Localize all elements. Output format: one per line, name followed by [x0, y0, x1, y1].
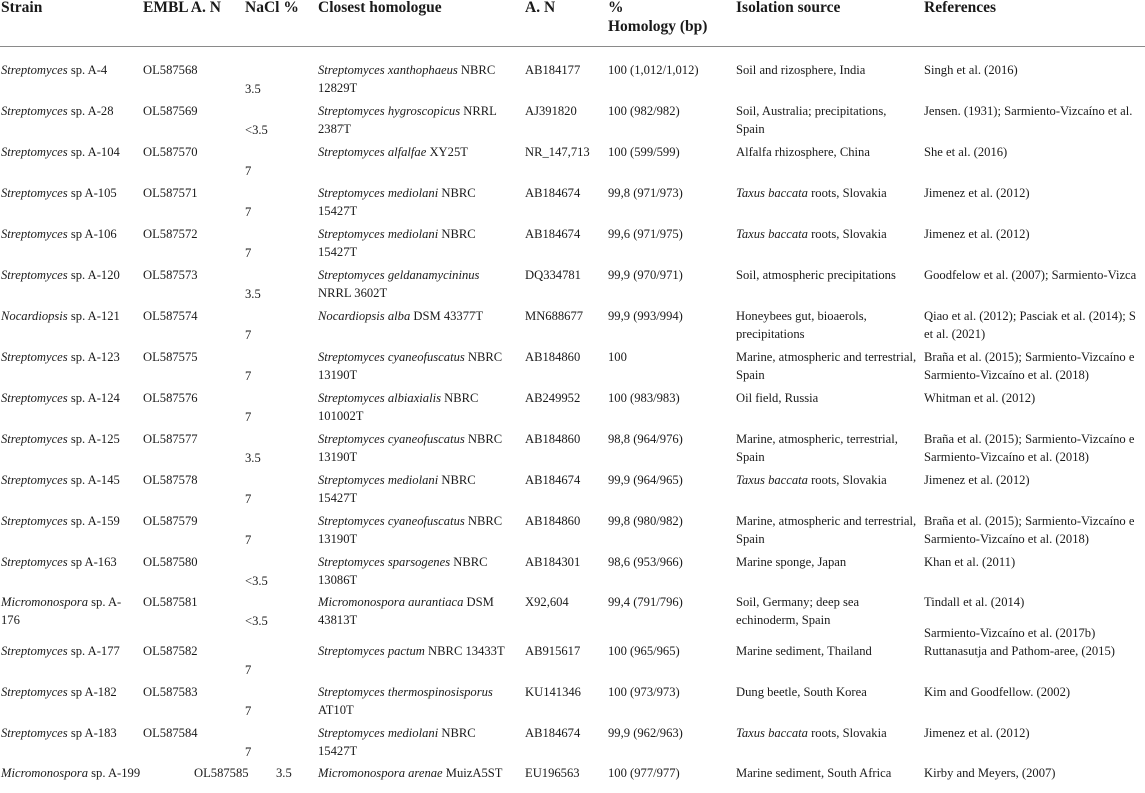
source-text: Honeybees gut, bioaerols, precipitations: [736, 309, 867, 341]
homologue-species: Streptomyces cyaneofuscatus: [318, 350, 465, 364]
strain-genus: Streptomyces: [1, 145, 68, 159]
homology-bp: 100 (973/973): [608, 685, 680, 699]
embl-accession: OL587580: [143, 555, 198, 569]
closest-homologue: [318, 725, 514, 760]
references: Khan et al. (2011): [924, 555, 1016, 569]
strain-suffix: sp. A-123: [67, 350, 120, 364]
embl-accession: OL587572: [143, 227, 198, 241]
closest-homologue: [318, 267, 514, 302]
strain-genus: Streptomyces: [1, 227, 68, 241]
homologue-strain: DSM 43813T: [318, 595, 494, 627]
closest-homologue: [318, 390, 514, 425]
homologue-species: Streptomyces sparsogenes: [318, 555, 451, 569]
homology-bp: 100 (965/965): [608, 644, 680, 658]
embl-accession: OL587582: [143, 644, 198, 658]
references: She et al. (2016): [924, 145, 1008, 159]
strain-cell: [1, 554, 129, 572]
homologue-strain: NBRC 15427T: [318, 227, 476, 259]
references: Jimenez et al. (2012): [924, 726, 1030, 740]
strain-cell: [1, 513, 129, 531]
table-header: [0, 0, 1145, 47]
homology-bp: 100 (599/599): [608, 145, 680, 159]
isolation-source: [736, 513, 918, 548]
strain-genus: Streptomyces: [1, 432, 68, 446]
strain-suffix: sp A-182: [67, 685, 117, 699]
isolation-source: [736, 103, 918, 138]
source-text: roots, Slovakia: [807, 473, 887, 487]
strain-suffix: sp. A-145: [67, 473, 120, 487]
homologue-species: Streptomyces alfalfae: [318, 145, 427, 159]
references: Jimenez et al. (2012): [924, 186, 1030, 200]
homologue-accession: EU196563: [525, 766, 580, 780]
source-text: Soil and rizosphere, India: [736, 63, 866, 77]
nacl-percent: 7: [245, 246, 252, 260]
homologue-accession: AB184860: [525, 514, 581, 528]
strain-genus: Streptomyces: [1, 63, 68, 77]
closest-homologue: [318, 594, 514, 629]
homology-bp: 99,9 (962/963): [608, 726, 683, 740]
isolation-source: [736, 308, 918, 343]
embl-accession: OL587585: [194, 766, 249, 780]
nacl-percent: 3.5: [245, 287, 261, 301]
homology-bp: 100 (982/982): [608, 104, 680, 118]
nacl-percent: 7: [245, 492, 252, 506]
references: Braña et al. (2015); Sarmiento-Vizcaíno e: [924, 350, 1135, 364]
strain-genus: Streptomyces: [1, 555, 68, 569]
homologue-accession: AB184177: [525, 63, 581, 77]
homologue-species: Streptomyces albiaxialis: [318, 391, 441, 405]
references: Whitman et al. (2012): [924, 391, 1036, 405]
source-text: Soil, atmospheric precipitations: [736, 268, 896, 282]
homologue-strain: NBRC 15427T: [318, 186, 476, 218]
homologue-species: Micromonospora aurantiaca: [318, 595, 464, 609]
isolation-source: [736, 349, 918, 384]
homologue-species: Streptomyces pactum: [318, 644, 425, 658]
strain-cell: [1, 103, 129, 121]
strain-cell: [1, 267, 129, 285]
nacl-percent: 7: [245, 164, 252, 178]
homologue-accession: AB184674: [525, 227, 581, 241]
closest-homologue: [318, 226, 514, 261]
closest-homologue: [318, 431, 514, 466]
homologue-accession: AB184674: [525, 726, 581, 740]
strain-genus: Streptomyces: [1, 726, 68, 740]
embl-accession: OL587581: [143, 595, 198, 609]
nacl-percent: <3.5: [245, 123, 268, 137]
source-text: Oil field, Russia: [736, 391, 819, 405]
closest-homologue: [318, 103, 514, 138]
homologue-species: Streptomyces hygroscopicus: [318, 104, 461, 118]
strain-genus: Streptomyces: [1, 685, 68, 699]
homologue-accession: AB184301: [525, 555, 581, 569]
strain-suffix: sp. A-120: [67, 268, 120, 282]
strain-suffix: sp. A-121: [67, 309, 120, 323]
homologue-accession: DQ334781: [525, 268, 581, 282]
strain-cell: [1, 594, 129, 629]
homology-bp: 99,4 (791/796): [608, 595, 683, 609]
nacl-percent: 7: [245, 369, 252, 383]
closest-homologue: [318, 643, 514, 661]
nacl-percent: 7: [245, 410, 252, 424]
header-isolation-source: Isolation source: [736, 0, 841, 16]
embl-accession: OL587569: [143, 104, 198, 118]
nacl-percent: 3.5: [245, 451, 261, 465]
references: Jimenez et al. (2012): [924, 227, 1030, 241]
strain-suffix: sp. A-177: [67, 644, 120, 658]
isolation-source: [736, 765, 918, 783]
header-homologue: Closest homologue: [318, 0, 442, 16]
strain-cell: [1, 185, 129, 203]
isolation-source: [736, 390, 918, 408]
closest-homologue: [318, 765, 514, 783]
homologue-accession: MN688677: [525, 309, 584, 323]
homologue-accession: AB184860: [525, 350, 581, 364]
header-references: References: [924, 0, 997, 16]
homologue-species: Streptomyces cyaneofuscatus: [318, 432, 465, 446]
embl-accession: OL587584: [143, 726, 198, 740]
strain-genus: Streptomyces: [1, 104, 68, 118]
strain-suffix: sp. A-199: [88, 766, 141, 780]
nacl-percent: 7: [245, 663, 252, 677]
source-text: Marine sponge, Japan: [736, 555, 847, 569]
homologue-accession: AB184674: [525, 473, 581, 487]
homologue-accession: AJ391820: [525, 104, 577, 118]
homology-bp: 99,8 (980/982): [608, 514, 683, 528]
homologue-species: Streptomyces xanthophaeus: [318, 63, 458, 77]
homology-bp: 99,8 (971/973): [608, 186, 683, 200]
strain-suffix: sp A-105: [67, 186, 117, 200]
homologue-strain: NBRC 15427T: [318, 473, 476, 505]
homologue-strain: DSM 43377T: [410, 309, 484, 323]
references: Jimenez et al. (2012): [924, 473, 1030, 487]
homologue-strain: NBRC 13190T: [318, 514, 503, 546]
homologue-accession: AB184860: [525, 432, 581, 446]
isolation-source: [736, 62, 918, 80]
nacl-percent: <3.5: [245, 574, 268, 588]
embl-accession: OL587579: [143, 514, 198, 528]
closest-homologue: [318, 684, 514, 719]
homology-bp: 99,9 (993/994): [608, 309, 683, 323]
strain-cell: [1, 472, 129, 490]
isolation-source: [736, 472, 918, 490]
homologue-accession: AB184674: [525, 186, 581, 200]
strain-cell: [1, 684, 129, 702]
strain-suffix: sp. A-124: [67, 391, 120, 405]
strain-genus: Streptomyces: [1, 391, 68, 405]
source-text: Dung beetle, South Korea: [736, 685, 867, 699]
source-taxon: Taxus baccata: [736, 726, 808, 740]
references: Ruttanasutja and Pathom-aree, (2015): [924, 644, 1115, 658]
homologue-strain: MuizA5ST: [442, 766, 503, 780]
nacl-percent: 7: [245, 533, 252, 547]
closest-homologue: [318, 513, 514, 548]
isolation-source: [736, 643, 918, 661]
homologue-strain: AT10T: [318, 702, 354, 717]
embl-accession: OL587573: [143, 268, 198, 282]
homology-bp: 100 (983/983): [608, 391, 680, 405]
source-taxon: Taxus baccata: [736, 186, 808, 200]
homologue-accession: X92,604: [525, 595, 569, 609]
homology-bp: 98,6 (953/966): [608, 555, 683, 569]
embl-accession: OL587578: [143, 473, 198, 487]
isolation-source: [736, 725, 918, 743]
references: Kirby and Meyers, (2007): [924, 766, 1056, 780]
strain-suffix: sp A-163: [67, 555, 117, 569]
embl-accession: OL587577: [143, 432, 198, 446]
isolation-source: [736, 554, 918, 572]
nacl-percent: 3.5: [276, 766, 292, 780]
closest-homologue: [318, 185, 514, 220]
header-embl: EMBL A. N: [143, 0, 221, 16]
nacl-percent: <3.5: [245, 614, 268, 628]
strain-cell: [1, 725, 129, 743]
embl-accession: OL587568: [143, 63, 198, 77]
source-taxon: Taxus baccata: [736, 473, 808, 487]
strain-genus: Streptomyces: [1, 473, 68, 487]
header-homology-percent: %: [608, 0, 624, 16]
references: Qiao et al. (2012); Pasciak et al. (2014); S: [924, 309, 1136, 323]
references: Tindall et al. (2014): [924, 595, 1025, 609]
source-text: Alfalfa rhizosphere, China: [736, 145, 870, 159]
embl-accession: OL587574: [143, 309, 198, 323]
strain-suffix: sp A-183: [67, 726, 117, 740]
homologue-accession: AB249952: [525, 391, 581, 405]
isolation-source: [736, 226, 918, 244]
references: Goodfelow et al. (2007); Sarmiento-Vizca: [924, 268, 1137, 282]
homologue-strain: NBRC 13190T: [318, 432, 503, 464]
references-continued: Sarmiento-Vizcaíno et al. (2018): [924, 367, 1090, 382]
homologue-strain: NRRL 3602T: [318, 285, 388, 300]
homologue-strain: NBRC 13433T: [424, 644, 505, 658]
strain-cell: [1, 308, 129, 326]
strain-suffix: sp. A-4: [67, 63, 108, 77]
strain-suffix: sp. A-104: [67, 145, 120, 159]
isolation-source: [736, 684, 918, 702]
homology-bp: 100: [608, 350, 627, 364]
homologue-species: Streptomyces mediolani: [318, 227, 439, 241]
strain-suffix: sp. A-28: [67, 104, 114, 118]
homologue-strain: NBRC 15427T: [318, 726, 476, 758]
header-nacl: NaCl %: [245, 0, 299, 16]
homologue-species: Streptomyces cyaneofuscatus: [318, 514, 465, 528]
nacl-percent: 7: [245, 704, 252, 718]
homology-bp: 98,8 (964/976): [608, 432, 683, 446]
source-text: Soil, Germany; deep sea echinoderm, Spain: [736, 595, 860, 627]
references: Singh et al. (2016): [924, 63, 1018, 77]
homologue-strain: NBRC 101002T: [318, 391, 479, 423]
embl-accession: OL587576: [143, 391, 198, 405]
strain-cell: [1, 765, 191, 783]
references-continued: Sarmiento-Vizcaíno et al. (2018): [924, 531, 1090, 546]
homologue-species: Streptomyces geldanamycininus: [318, 268, 480, 282]
homologue-species: Micromonospora arenae: [318, 766, 443, 780]
homologue-strain: NBRC 13190T: [318, 350, 503, 382]
strain-genus: Streptomyces: [1, 514, 68, 528]
source-text: roots, Slovakia: [807, 227, 887, 241]
nacl-percent: 3.5: [245, 82, 261, 96]
isolation-source: [736, 594, 918, 629]
nacl-percent: 7: [245, 205, 252, 219]
closest-homologue: [318, 554, 514, 589]
source-text: roots, Slovakia: [807, 186, 887, 200]
isolation-source: [736, 431, 918, 466]
source-text: Marine, atmospheric and terrestrial, Spain: [736, 514, 917, 546]
strain-genus: Micromonospora: [1, 595, 88, 609]
strain-cell: [1, 349, 129, 367]
closest-homologue: [318, 349, 514, 384]
strain-genus: Nocardiopsis: [1, 309, 68, 323]
strain-genus: Streptomyces: [1, 268, 68, 282]
homologue-strain: NBRC 13086T: [318, 555, 488, 587]
strain-cell: [1, 62, 129, 80]
homologue-accession: KU141346: [525, 685, 581, 699]
strain-cell: [1, 643, 129, 661]
references-continued: et al. (2021): [924, 326, 986, 341]
embl-accession: OL587571: [143, 186, 198, 200]
homology-bp: 99,9 (964/965): [608, 473, 683, 487]
references: Braña et al. (2015); Sarmiento-Vizcaíno e: [924, 514, 1135, 528]
strain-cell: [1, 144, 129, 162]
isolation-source: [736, 144, 918, 162]
homologue-species: Streptomyces thermospinosisporus: [318, 685, 493, 699]
closest-homologue: [318, 62, 514, 97]
homology-bp: 100 (1,012/1,012): [608, 63, 699, 77]
source-text: Marine sediment, South Africa: [736, 766, 892, 780]
strain-cell: [1, 431, 129, 449]
nacl-percent: 7: [245, 745, 252, 759]
isolation-source: [736, 185, 918, 203]
homology-bp: 99,9 (970/971): [608, 268, 683, 282]
source-text: Soil, Australia; precipitations, Spain: [736, 104, 887, 136]
homologue-species: Streptomyces mediolani: [318, 473, 439, 487]
homologue-species: Streptomyces mediolani: [318, 726, 439, 740]
header-accession: A. N: [525, 0, 556, 16]
source-text: roots, Slovakia: [807, 726, 887, 740]
homologue-strain: NBRC 12829T: [318, 63, 496, 95]
references: Kim and Goodfellow. (2002): [924, 685, 1071, 699]
source-text: Marine, atmospheric, terrestrial, Spain: [736, 432, 898, 464]
closest-homologue: [318, 308, 514, 326]
references-continued: Sarmiento-Vizcaíno et al. (2017b): [924, 626, 1096, 640]
source-taxon: Taxus baccata: [736, 227, 808, 241]
source-text: Marine sediment, Thailand: [736, 644, 872, 658]
strain-suffix: sp. A-125: [67, 432, 120, 446]
homologue-species: Streptomyces mediolani: [318, 186, 439, 200]
source-text: Marine, atmospheric and terrestrial, Spain: [736, 350, 917, 382]
strain-cell: [1, 226, 129, 244]
strain-suffix: sp A-106: [67, 227, 117, 241]
homology-bp: 99,6 (971/975): [608, 227, 683, 241]
header-homology-bp: Homology (bp): [608, 18, 708, 35]
homologue-accession: NR_147,713: [525, 145, 590, 159]
closest-homologue: [318, 144, 514, 162]
strain-suffix: sp. A-159: [67, 514, 120, 528]
references-continued: Sarmiento-Vizcaíno et al. (2018): [924, 449, 1090, 464]
strain-suffix: sp. A-176: [1, 595, 122, 627]
strain-genus: Streptomyces: [1, 644, 68, 658]
embl-accession: OL587575: [143, 350, 198, 364]
nacl-percent: 7: [245, 328, 252, 342]
homologue-species: Nocardiopsis alba: [318, 309, 411, 323]
homologue-strain: NRRL 2387T: [318, 104, 497, 136]
homologue-strain: XY25T: [426, 145, 468, 159]
homology-bp: 100 (977/977): [608, 766, 680, 780]
strain-genus: Streptomyces: [1, 186, 68, 200]
references: Braña et al. (2015); Sarmiento-Vizcaíno e: [924, 432, 1135, 446]
strain-genus: Streptomyces: [1, 350, 68, 364]
references: Jensen. (1931); Sarmiento-Vizcaíno et al.: [924, 104, 1133, 118]
homologue-accession: AB915617: [525, 644, 581, 658]
embl-accession: OL587583: [143, 685, 198, 699]
strain-genus: Micromonospora: [1, 766, 88, 780]
closest-homologue: [318, 472, 514, 507]
isolation-source: [736, 267, 918, 285]
header-strain: Strain: [1, 0, 43, 16]
strain-cell: [1, 390, 129, 408]
embl-accession: OL587570: [143, 145, 198, 159]
